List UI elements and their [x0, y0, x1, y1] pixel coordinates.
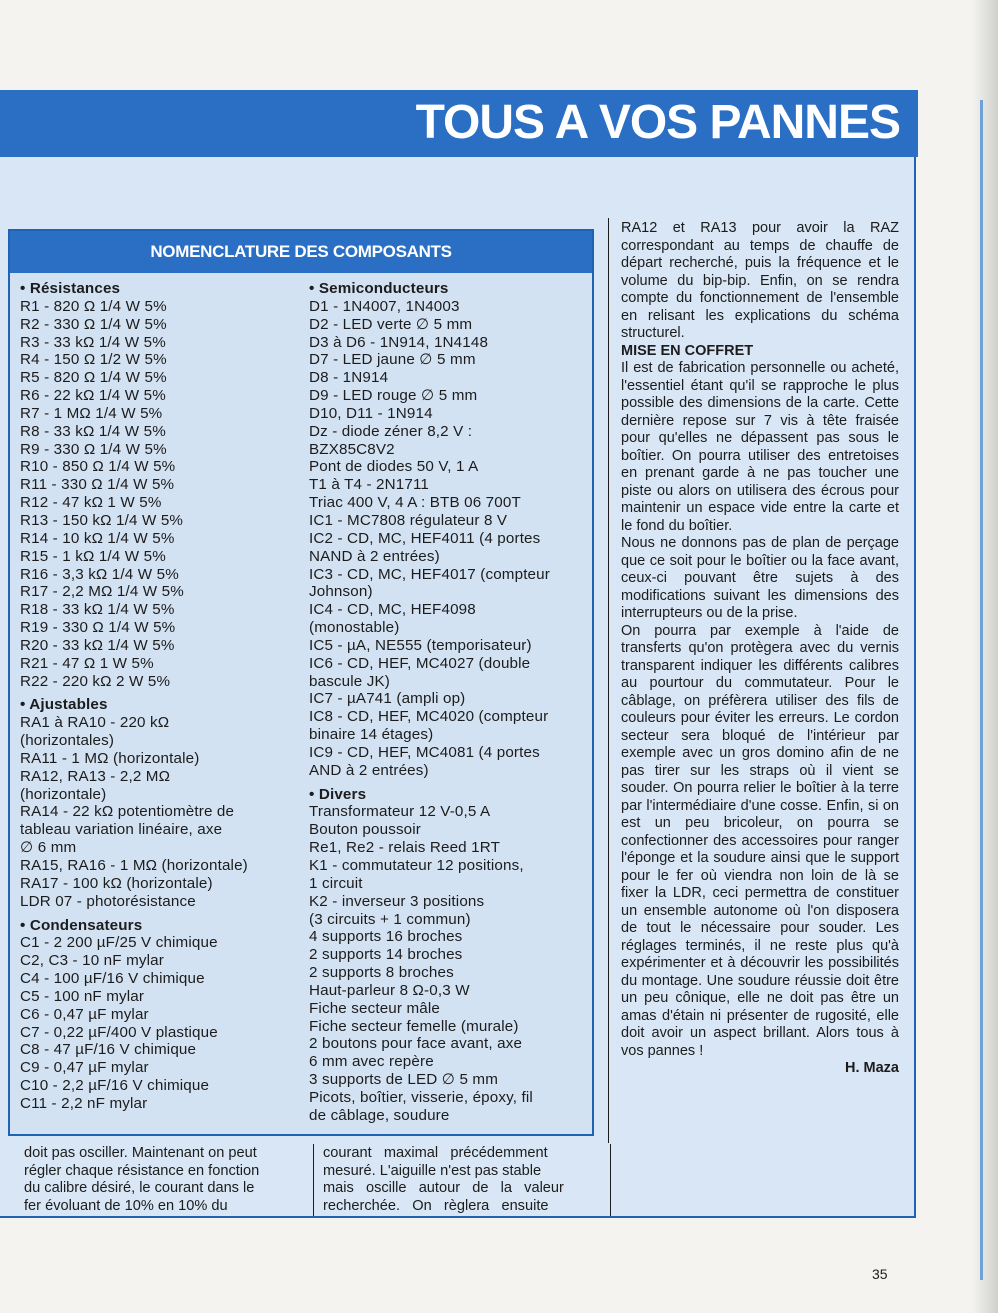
component-line: LDR 07 - photorésistance: [20, 892, 196, 910]
component-line: Haut-parleur 8 Ω-0,3 W: [309, 981, 470, 999]
component-line: C10 - 2,2 µF/16 V chimique: [20, 1077, 210, 1095]
author-signature: H. Maza: [845, 1060, 899, 1076]
page-title: TOUS A VOS PANNES: [415, 96, 900, 149]
section-heading: • Ajustables: [20, 696, 108, 714]
text-line: fer évoluant de 10% en 10% du: [24, 1197, 228, 1214]
component-line: NAND à 2 entrées): [309, 547, 440, 565]
components-right-column: [309, 280, 550, 1125]
paragraph: Il est de fabrication personnelle ou acheté, l'essentiel étant qu'il se rapproche le plus possible des dimensions de la carte. Cette dernière repose sur 7 vis à tête fraisée pour qu'elles ne dépassent pas sous le boîtier. On pourra utiliser des entretoises en prenant garde à ne pas toucher une piste ou alors on utilisera des écrous pour maintenir un espace vide entre la carte et le fond du boîtier.: [621, 360, 899, 534]
component-line: D7 - LED jaune ∅ 5 mm: [309, 351, 476, 369]
component-line: C11 - 2,2 nF mylar: [20, 1094, 148, 1112]
column-divider-1: [313, 1144, 314, 1216]
component-line: R20 - 33 kΩ 1/4 W 5%: [20, 636, 175, 654]
component-line: 4 supports 16 broches: [309, 928, 463, 946]
component-line: D1 - 1N4007, 1N4003: [309, 297, 460, 315]
component-line: R18 - 33 kΩ 1/4 W 5%: [20, 601, 175, 619]
component-line: R3 - 33 kΩ 1/4 W 5%: [20, 333, 166, 351]
component-line: IC4 - CD, MC, HEF4098: [309, 601, 476, 619]
component-line: Picots, boîtier, visserie, époxy, fil: [309, 1088, 533, 1106]
page-edge: [972, 0, 998, 1313]
component-line: (3 circuits + 1 commun): [309, 910, 471, 928]
component-line: RA15, RA16 - 1 MΩ (horizontale): [20, 857, 248, 874]
component-line: R8 - 33 kΩ 1/4 W 5%: [20, 422, 166, 440]
section-heading: • Divers: [309, 785, 367, 803]
component-line: RA17 - 100 kΩ (horizontale): [20, 874, 213, 892]
article-bottom-left: [24, 1145, 259, 1215]
text-line: mais oscille autour de la valeur: [323, 1180, 564, 1196]
component-line: C2, C3 - 10 nF mylar: [20, 952, 164, 970]
column-divider-2: [610, 1144, 611, 1216]
component-line: Johnson): [309, 583, 373, 601]
component-line: R14 - 10 kΩ 1/4 W 5%: [20, 529, 175, 547]
component-line: (horizontale): [20, 785, 107, 803]
text-line: du calibre désiré, le courant dans le: [24, 1180, 255, 1196]
component-line: R10 - 850 Ω 1/4 W 5%: [20, 458, 176, 476]
component-line: RA14 - 22 kΩ potentiomètre de: [20, 803, 235, 821]
component-line: R4 - 150 Ω 1/2 W 5%: [20, 351, 167, 369]
component-line: de câblage, soudure: [309, 1106, 450, 1124]
component-line: AND à 2 entrées): [309, 761, 429, 779]
component-line: D8 - 1N914: [309, 369, 389, 387]
paragraph: On pourra par exemple à l'aide de transferts qu'on protègera avec du vernis transparent indiquer les différents calibres au pourtour du commutateur. Pour le câblage, on préfèrera utiliser des fils de couleurs pour éviter les erreurs. Le cordon secteur sera bloqué de l'intérieur par exemple avec un gros domino afin de ne pas tirer sur les straps où il vient se souder. On pourra relier le boîtier à la terre par l'intermédiaire d'une cosse. Enfin, si on est un peu bricoleur, on pourra se confectionner des accessoires pour ranger l'éponge et la soudure ainsi que le support pour le fer où viendra non loin de là se fixer la LDR, ceci permettra de constituer un ensemble autonome où l'on disposera de tout le nécessaire pour souder. Les réglages terminés, il ne reste plus qu'à expérimenter et à découvrir les possibilités du montage. Une soudure réussie doit être un peu cônique, elle ne doit pas être un amas d'étain ni présenter de rugosité, elle doit avoir un aspect brillant. Alors tous à vos pannes !: [621, 622, 899, 1059]
component-line: Dz - diode zéner 8,2 V :: [309, 422, 473, 440]
component-line: Re1, Re2 - relais Reed 1RT: [309, 839, 501, 857]
component-line: 2 supports 8 broches: [309, 964, 454, 982]
component-line: Triac 400 V, 4 A : BTB 06 700T: [309, 494, 521, 512]
paragraph: Nous ne donnons pas de plan de perçage que ce soit pour le boîtier ou la face avant, ceux-ci pouvant être sujets à des modifications suivant les dimensions des interrupteurs ou de la prise.: [621, 535, 899, 621]
component-line: D3 à D6 - 1N914, 1N4148: [309, 333, 489, 351]
component-line: C1 - 2 200 µF/25 V chimique: [20, 934, 218, 952]
component-line: R17 - 2,2 MΩ 1/4 W 5%: [20, 583, 184, 601]
header-band: [0, 90, 918, 157]
component-line: R16 - 3,3 kΩ 1/4 W 5%: [20, 565, 179, 583]
component-line: IC8 - CD, HEF, MC4020 (compteur: [309, 708, 549, 726]
component-line: D10, D11 - 1N914: [309, 404, 433, 422]
component-line: Pont de diodes 50 V, 1 A: [309, 458, 479, 476]
component-line: D2 - LED verte ∅ 5 mm: [309, 315, 473, 333]
article-bottom-middle: [323, 1145, 564, 1215]
component-line: K2 - inverseur 3 positions: [309, 892, 485, 910]
component-line: RA11 - 1 MΩ (horizontale): [20, 749, 200, 767]
component-line: RA1 à RA10 - 220 kΩ: [20, 714, 170, 732]
component-line: R13 - 150 kΩ 1/4 W 5%: [20, 511, 184, 529]
component-line: R1 - 820 Ω 1/4 W 5%: [20, 297, 167, 315]
component-line: K1 - commutateur 12 positions,: [309, 857, 524, 874]
component-line: IC9 - CD, HEF, MC4081 (4 portes: [309, 743, 540, 761]
text-line: mesuré. L'aiguille n'est pas stable: [323, 1162, 542, 1179]
components-left-column: [20, 280, 248, 1113]
component-line: 2 boutons pour face avant, axe: [309, 1035, 523, 1053]
component-line: C5 - 100 nF mylar: [20, 987, 145, 1005]
component-line: IC6 - CD, HEF, MC4027 (double: [309, 654, 531, 672]
section-heading: • Condensateurs: [20, 916, 143, 934]
article-right-column: [621, 220, 899, 1078]
text-line: régler chaque résistance en fonction: [24, 1162, 260, 1179]
component-line: C7 - 0,22 µF/400 V plastique: [20, 1023, 218, 1041]
component-line: bascule JK): [309, 672, 390, 690]
component-line: C4 - 100 µF/16 V chimique: [20, 970, 205, 988]
component-line: IC2 - CD, MC, HEF4011 (4 portes: [309, 529, 541, 547]
text-line: courant maximal précédemment: [323, 1145, 548, 1161]
component-line: R9 - 330 Ω 1/4 W 5%: [20, 440, 167, 458]
component-line: R12 - 47 kΩ 1 W 5%: [20, 494, 162, 512]
text-line: doit pas osciller. Maintenant on peut: [24, 1145, 257, 1161]
component-line: C6 - 0,47 µF mylar: [20, 1005, 149, 1023]
component-line: Bouton poussoir: [309, 821, 422, 839]
component-line: IC1 - MC7808 régulateur 8 V: [309, 511, 508, 529]
component-line: IC5 - µA, NE555 (temporisateur): [309, 636, 532, 654]
paragraph: RA12 et RA13 pour avoir la RAZ correspondant au temps de chauffe de départ recherché, puis la fréquence et le volume du bip-bip. Enfin, on se rendra compte du fonctionnement de l'ensemble en relisant les explications du schéma structurel.: [621, 220, 899, 341]
component-line: ∅ 6 mm: [20, 839, 77, 857]
component-line: T1 à T4 - 2N1711: [309, 476, 430, 494]
component-line: Fiche secteur femelle (murale): [309, 1017, 519, 1035]
component-line: R19 - 330 Ω 1/4 W 5%: [20, 619, 176, 637]
component-line: R7 - 1 MΩ 1/4 W 5%: [20, 404, 163, 422]
component-line: (monostable): [309, 619, 400, 637]
component-line: 2 supports 14 broches: [309, 946, 463, 964]
component-line: R6 - 22 kΩ 1/4 W 5%: [20, 387, 166, 405]
component-line: (horizontales): [20, 732, 115, 750]
page-number: 35: [872, 1266, 888, 1282]
section-heading: • Semiconducteurs: [309, 280, 449, 297]
component-line: R15 - 1 kΩ 1/4 W 5%: [20, 547, 166, 565]
edge-rule: [980, 100, 983, 1280]
column-divider-3: [608, 218, 609, 1143]
component-line: binaire 14 étages): [309, 726, 434, 744]
component-line: R22 - 220 kΩ 2 W 5%: [20, 672, 171, 690]
component-line: R11 - 330 Ω 1/4 W 5%: [20, 476, 175, 494]
component-line: R2 - 330 Ω 1/4 W 5%: [20, 315, 167, 333]
component-line: IC3 - CD, MC, HEF4017 (compteur: [309, 565, 550, 583]
component-line: R21 - 47 Ω 1 W 5%: [20, 654, 154, 672]
nomenclature-title: NOMENCLATURE DES COMPOSANTS: [10, 231, 592, 273]
text-line: recherchée. On règlera ensuite: [323, 1197, 549, 1214]
section-heading: • Résistances: [20, 280, 121, 297]
component-line: D9 - LED rouge ∅ 5 mm: [309, 387, 478, 405]
component-line: C8 - 47 µF/16 V chimique: [20, 1041, 197, 1059]
component-line: 3 supports de LED ∅ 5 mm: [309, 1071, 499, 1089]
component-line: Transformateur 12 V-0,5 A: [309, 803, 491, 821]
component-line: 1 circuit: [309, 874, 363, 892]
component-line: RA12, RA13 - 2,2 MΩ: [20, 767, 171, 785]
component-line: C9 - 0,47 µF mylar: [20, 1059, 149, 1077]
component-line: tableau variation linéaire, axe: [20, 821, 223, 839]
section-heading: MISE EN COFFRET: [621, 342, 754, 359]
component-line: IC7 - µA741 (ampli op): [309, 690, 466, 708]
component-line: BZX85C8V2: [309, 440, 395, 458]
component-line: Fiche secteur mâle: [309, 999, 441, 1017]
component-line: 6 mm avec repère: [309, 1053, 434, 1071]
component-line: R5 - 820 Ω 1/4 W 5%: [20, 369, 167, 387]
